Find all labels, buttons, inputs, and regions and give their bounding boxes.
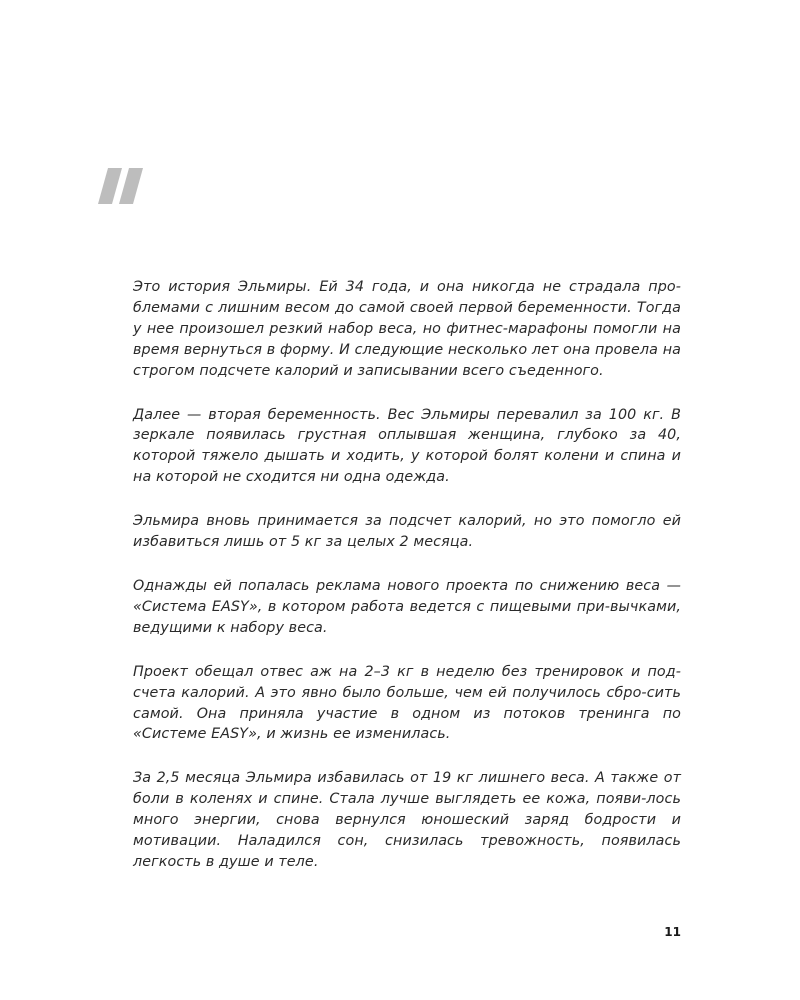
paragraph: Однажды ей попалась реклама нового проекта по снижению веса — «Система EASY», в котором работа ведется с пищевыми при-вычками, ведущими к набору веса. — [133, 577, 681, 636]
quote-mark-icon — [96, 168, 146, 204]
story-text — [133, 277, 681, 896]
paragraph: Это история Эльмиры. Ей 34 года, и она никогда не страдала про-блемами с лишним весом до самой своей первой беременности. Тогда у нее произошел резкий набор веса, но фитнес-марафоны помогли на время вернуться в форму. И следующие несколько лет она провела на строгом подсчете калорий и записывании всего съеденного. — [133, 279, 681, 379]
paragraph: Эльмира вновь принимается за подсчет калорий, но это помогло ей избавиться лишь от 5 кг за целых 2 месяца. — [133, 513, 681, 551]
paragraph: За 2,5 месяца Эльмира избавилась от 19 кг лишнего веса. А также от боли в коленях и спине. Стала лучше выглядеть ее кожа, появи-лось много энергии, снова вернулся юношеский заряд бодрости и мотивации. Наладился сон, снизилась тревожность, появилась легкость в душе и теле. — [133, 770, 681, 870]
paragraph: Далее — вторая беременность. Вес Эльмиры перевалил за 100 кг. В зеркале появилась грустная оплывшая женщина, глубоко за 40, которой тяжело дышать и ходить, у которой болят колени и спина и на которой не сходится ни одна одежда. — [133, 406, 681, 486]
page-number: 11 — [664, 925, 681, 939]
paragraph: Проект обещал отвес аж на 2–3 кг в неделю без тренировок и под-счета калорий. А это явно было больше, чем ей получилось сбро-сить самой. Она приняла участие в одном из потоков тренинга по «Системе EASY», и жизнь ее изменилась. — [133, 663, 681, 743]
